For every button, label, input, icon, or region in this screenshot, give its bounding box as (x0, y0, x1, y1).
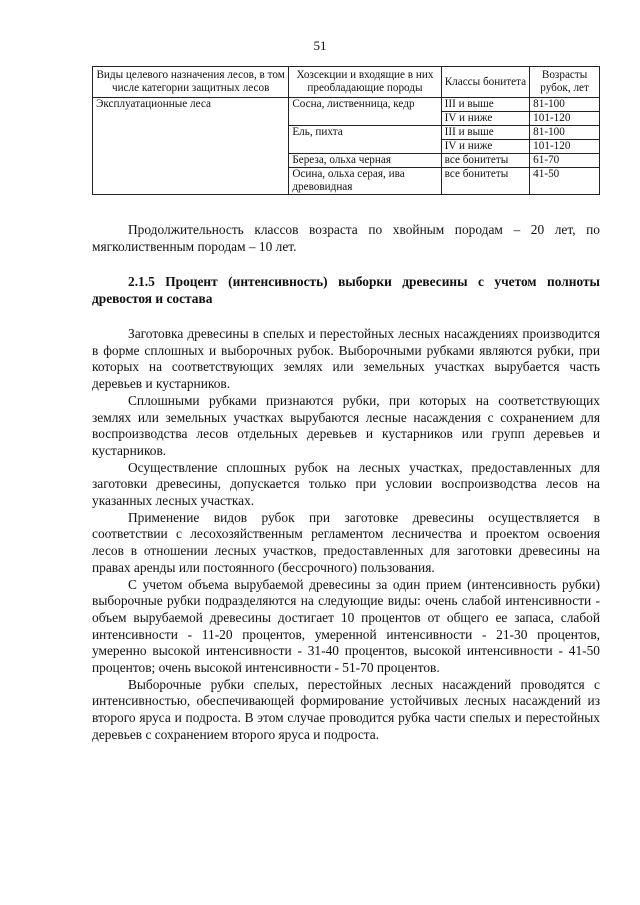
cell-age: 81-100 (530, 98, 600, 112)
cell-section: Ель, пихта (289, 126, 441, 154)
cell-forest-purpose: Эксплуатационные леса (93, 98, 289, 195)
header-site-class: Классы бонитета (441, 67, 530, 98)
cell-site-class: IV и ниже (441, 112, 530, 126)
body-paragraphs (92, 326, 600, 744)
cell-site-class: все бонитеты (441, 154, 530, 168)
cell-site-class: III и выше (441, 98, 530, 112)
paragraph: Заготовка древесины в спелых и перестойных лесных насаждениях производится в форме сплошных и выборочных рубок. Выборочными рубками являются рубки, при которых на соответствующих землях или земельных участках вырубается часть деревьев и кустарников. (92, 326, 600, 392)
header-economic-section: Хозсекции и входящие в них преобладающие породы (289, 67, 441, 98)
duration-paragraph: Продолжительность классов возраста по хвойным породам – 20 лет, по мягколиственным породам – 10 лет. (92, 222, 600, 254)
cell-age: 41-50 (530, 168, 600, 195)
cell-site-class: III и выше (441, 126, 530, 140)
section-heading: 2.1.5 Процент (интенсивность) выборки древесины с учетом полноты древостоя и состава (92, 274, 600, 306)
cell-site-class: IV и ниже (441, 140, 530, 154)
age-class-duration (92, 222, 600, 255)
cell-age: 61-70 (530, 154, 600, 168)
cell-age: 101-120 (530, 140, 600, 154)
page-number: 51 (313, 38, 327, 53)
cell-section: Осина, ольха серая, ива древовидная (289, 168, 441, 195)
cell-age: 81-100 (530, 126, 600, 140)
cutting-age-table (92, 66, 600, 195)
paragraph: Выборочные рубки спелых, перестойных лесных насаждений проводятся с интенсивностью, обеспечивающей формирование устойчивых лесных насаждений из второго яруса и подроста. В этом случае проводится рубка части спелых и перестойных деревьев с сохранением второго яруса и подроста. (92, 676, 600, 742)
header-cutting-age: Возрасты рубок, лет (530, 67, 600, 98)
cell-section: Сосна, лиственница, кедр (289, 98, 441, 126)
paragraph: Осуществление сплошных рубок на лесных участках, предоставленных для заготовки древесины, допускается только при условии воспроизводства лесов на указанных лесных участках. (92, 459, 600, 509)
cell-site-class: все бонитеты (441, 168, 530, 195)
paragraph: С учетом объема вырубаемой древесины за один прием (интенсивность рубки) выборочные рубки подразделяются на следующие виды: очень слабой интенсивности - объем вырубаемой древесины достигает 10 процентов от общего ее запаса, слабой интенсивности - 11-20 процентов, умеренной интенсивности - 21-30 процентов, умеренно высокой интенсивности - 31-40 процентов, высокой интенсивности - 41-50 процентов; очень высокой интенсивности - 51-70 процентов. (92, 576, 600, 676)
table-header-row (93, 67, 600, 98)
cell-age: 101-120 (530, 112, 600, 126)
cell-section: Береза, ольха черная (289, 154, 441, 168)
paragraph: Применение видов рубок при заготовке древесины осуществляется в соответствии с лесохозяйственным регламентом лесничества и проектом освоения лесов в отношении лесных участков, предоставленных для заготовки древесины на правах аренды или постоянного (бессрочного) пользования. (92, 509, 600, 575)
header-forest-purpose: Виды целевого назначения лесов, в том числе категории защитных лесов (93, 67, 289, 98)
paragraph: Сплошными рубками признаются рубки, при которых на соответствующих землях или земельных участках вырубаются лесные насаждения с сохранением для воспроизводства лесов отдельных деревьев и кустарников или групп деревьев и кустарников. (92, 392, 600, 458)
table-row (93, 98, 600, 112)
